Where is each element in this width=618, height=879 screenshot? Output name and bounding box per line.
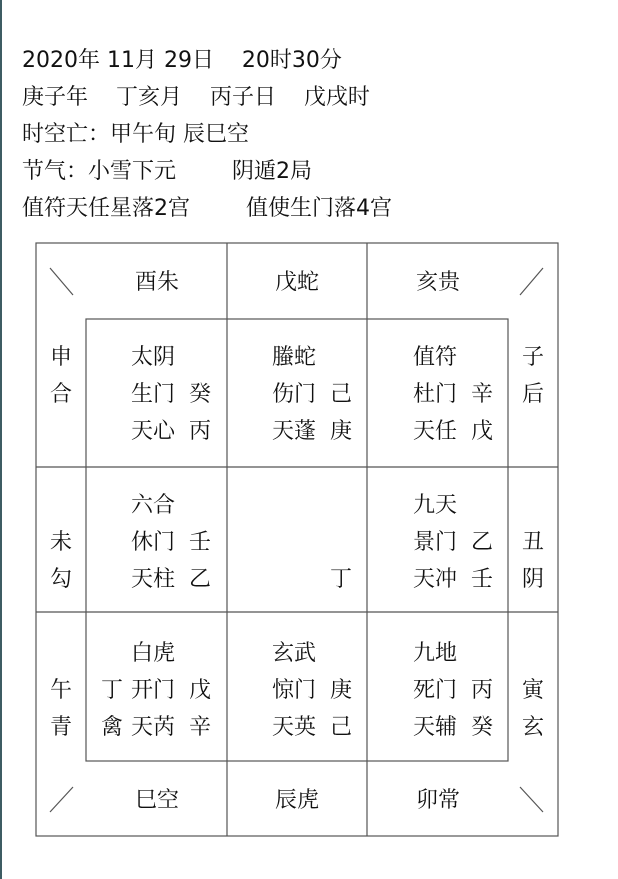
right-top-branch: 子 [521, 345, 544, 370]
palace-6-door: 死门 [413, 678, 458, 703]
palace-8-star-stem: 辛 [189, 715, 212, 740]
palace-9-door: 伤门 [272, 382, 317, 407]
left-top-branch: 申 [49, 345, 72, 370]
corner-diagonal-tl [50, 268, 73, 295]
palace-9-star: 天蓬 [272, 419, 317, 444]
right-bot-branch: 寅 [521, 678, 544, 703]
palace-1-star-stem: 己 [330, 715, 353, 740]
outer-top-center: 戊蛇 [274, 270, 320, 295]
palace-4-star-stem: 丙 [189, 419, 212, 444]
right-mid-god: 阴 [521, 567, 544, 592]
palace-8-prefix-stem: 丁 [101, 678, 124, 703]
palace-1-star: 天英 [272, 715, 317, 740]
palace-8-door-stem: 戊 [189, 678, 212, 703]
palace-5-stem: 丁 [330, 567, 353, 592]
palace-4-star: 天心 [131, 419, 176, 444]
palace-2-door: 杜门 [413, 382, 458, 407]
zhifu-zhishi-line: 值符天任星落2宫 值使生门落4宫 [22, 196, 392, 221]
palace-4-door: 生门 [131, 382, 176, 407]
palace-6-star: 天辅 [413, 715, 458, 740]
palace-6-god: 九地 [413, 641, 458, 666]
corner-diagonal-tr [520, 268, 543, 295]
palace-8-prefix-star: 禽 [101, 715, 124, 740]
palace-3-star: 天柱 [131, 567, 176, 592]
left-bot-god: 青 [49, 715, 72, 740]
palace-2-star: 天任 [413, 419, 458, 444]
corner-diagonal-br [520, 787, 543, 812]
left-mid-branch: 未 [49, 530, 72, 555]
palace-1-door-stem: 庚 [330, 678, 353, 703]
palace-2-star-stem: 戊 [471, 419, 494, 444]
left-top-god: 合 [49, 382, 72, 407]
palace-8-star: 天芮 [131, 715, 176, 740]
right-top-god: 后 [521, 382, 544, 407]
outer-bottom-right: 卯常 [415, 788, 461, 813]
ganzhi-line: 庚子年 丁亥月 丙子日 戊戌时 [22, 85, 370, 110]
right-mid-branch: 丑 [521, 530, 544, 555]
palace-7-star: 天冲 [413, 567, 458, 592]
palace-1-god: 玄武 [272, 641, 317, 666]
palace-3-door-stem: 壬 [189, 530, 212, 555]
outer-top-left: 酉朱 [134, 270, 180, 295]
palace-2-door-stem: 辛 [471, 382, 494, 407]
right-bot-god: 玄 [521, 715, 544, 740]
outer-bottom-left: 巳空 [134, 788, 180, 813]
palace-9-star-stem: 庚 [330, 419, 353, 444]
date-time-line: 2020年 11月 29日 20时30分 [22, 48, 342, 73]
kongwang-line: 时空亡：甲午旬 辰巳空 [22, 122, 249, 147]
palace-8-door: 开门 [131, 678, 176, 703]
jieqi-line: 节气：小雪下元 阴遁2局 [22, 159, 312, 184]
palace-7-door: 景门 [413, 530, 458, 555]
palace-3-god: 六合 [131, 493, 176, 518]
palace-6-door-stem: 丙 [471, 678, 494, 703]
corner-diagonal-bl [50, 787, 73, 812]
palace-4-door-stem: 癸 [189, 382, 212, 407]
palace-3-star-stem: 乙 [189, 567, 212, 592]
palace-2-god: 值符 [413, 345, 458, 370]
palace-6-star-stem: 癸 [471, 715, 494, 740]
palace-1-door: 惊门 [272, 678, 317, 703]
outer-top-right: 亥贵 [415, 270, 461, 295]
palace-3-door: 休门 [131, 530, 176, 555]
palace-9-god: 螣蛇 [272, 345, 317, 370]
left-bot-branch: 午 [49, 678, 72, 703]
palace-4-god: 太阴 [131, 345, 176, 370]
left-mid-god: 勾 [49, 567, 72, 592]
palace-7-door-stem: 乙 [471, 530, 494, 555]
palace-7-star-stem: 壬 [471, 567, 494, 592]
outer-bottom-center: 辰虎 [274, 788, 320, 813]
palace-7-god: 九天 [413, 493, 458, 518]
palace-8-god: 白虎 [131, 641, 176, 666]
palace-9-door-stem: 己 [330, 382, 353, 407]
